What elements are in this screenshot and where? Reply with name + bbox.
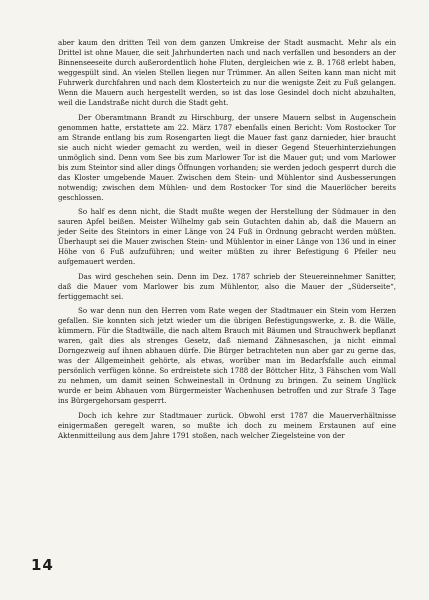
paragraph-1: aber kaum den dritten Teil von dem ganzen Umkreise der Stadt ausmacht. Mehr als ein Drittel ist ohne Mauer, die seit Jahrhunderten nach und nach verfallen und besonders an der Binnenseeseite durch außerordentlich hohe Fluten, dergleichen wie z. B. 1768 erlebt haben, weggespült sind. An vielen Stellen liegen nur Trümmer. An allen Seiten kann man nicht mit Fuhrwerk durchfahren und nach dem Klosterteich zu nur die wenigste Zeit zu Fuß gelangen. Wenn die Mauern auch hergestellt werden, so ist das lose Gesindel doch nicht abzuhalten, weil die Landstraße nicht durch die Stadt geht. [58, 38, 396, 107]
paragraph-6: Doch ich kehre zur Stadtmauer zurück. Obwohl erst 1787 die Mauerverhältnisse einigermaßen geregelt waren, so mußte ich doch zu meinem Erstaunen auf eine Aktenmitteilung aus dem Jahre 1791 stoßen, nach welcher Ziegelsteine von der [58, 410, 396, 440]
page-number: 14 [31, 556, 54, 574]
paragraph-3: So half es denn nicht, die Stadt mußte wegen der Herstellung der Südmauer in den sauren Apfel beißen. Meister Wilhelmy gab sein Gutachten dahin ab, daß die Mauern an jeder Seite des Steintors in einer Länge von 24 Fuß in Ordnung gebracht werden müßten. Überhaupt sei die Mauer zwischen Stein- und Mühlentor in einer Länge von 136 und in einer Höhe von 6 Fuß aufzuführen; und weiter müßten zu ihrer Befestigung 6 Pfeiler neu aufgemauert werden. [58, 207, 396, 267]
paragraph-2: Der Oberamtmann Brandt zu Hirschburg, der unsere Mauern selbst in Augenschein genommen hatte, erstattete am 22. März 1787 ebenfalls einen Bericht: Vom Rostocker Tor am Strande entlang bis zum Rosengarten liegt die Mauer fast ganz darnieder, hier braucht sie auch nicht wieder gemacht zu werden, weil in dieser Gegend Steuerhinterziehungen unmöglich sind. Denn vom See bis zum Marlower Tor ist die Mauer gut; und vom Marlower bis zum Steintor sind aller dings Öffnungen vorhanden; sie werden jedoch gesperrt durch die das Kloster umgebende Mauer. Zwischen dem Stein- und Mühlentor sind Ausbesserungen notwendig; zwischen dem Mühlen- und dem Rostocker Tor sind die Mauerlöcher bereits geschlossen. [58, 112, 396, 202]
page-body [58, 38, 396, 446]
paragraph-5: So war denn nun den Herren vom Rate wegen der Stadtmauer ein Stein vom Herzen gefallen. Sie konnten sich jetzt wieder um die übrigen Befestigungswerke, z. B. die Wälle, kümmern. Für die Stadtwälle, die nach altem Brauch mit Bäumen und Strauchwerk bepflanzt waren, galt dies als strenges Gesetz, daß niemand Zähnesaschen, ja nicht einmal Dorngezweig auf ihnen abhauen dürfe. Die Bürger betrachteten nun aber gar zu gerne das, was der Allgemeinheit gehörte, als etwas, worüber man im Bedarfsfalle auch einmal persönlich verfügen könne. So erdreistete sich 1788 der Böttcher Hitz, 3 Fähschen vom Wall zu nehmen, um damit seinen Schweinestall in Ordnung zu bringen. Zu seinem Unglück wurde er beim Abhauen vom Bürgermeister Wachenhusen betroffen und zur Strafe 3 Tage ins Bürgergehorsam gesperrt. [58, 306, 396, 406]
paragraph-4: Das wird geschehen sein. Denn im Dez. 1787 schrieb der Steuereinnehmer Sanitter, daß die Mauer vom Marlower bis zum Mühlentor, also die Mauer der „Süderseite“, fertiggemacht sei. [58, 271, 396, 301]
